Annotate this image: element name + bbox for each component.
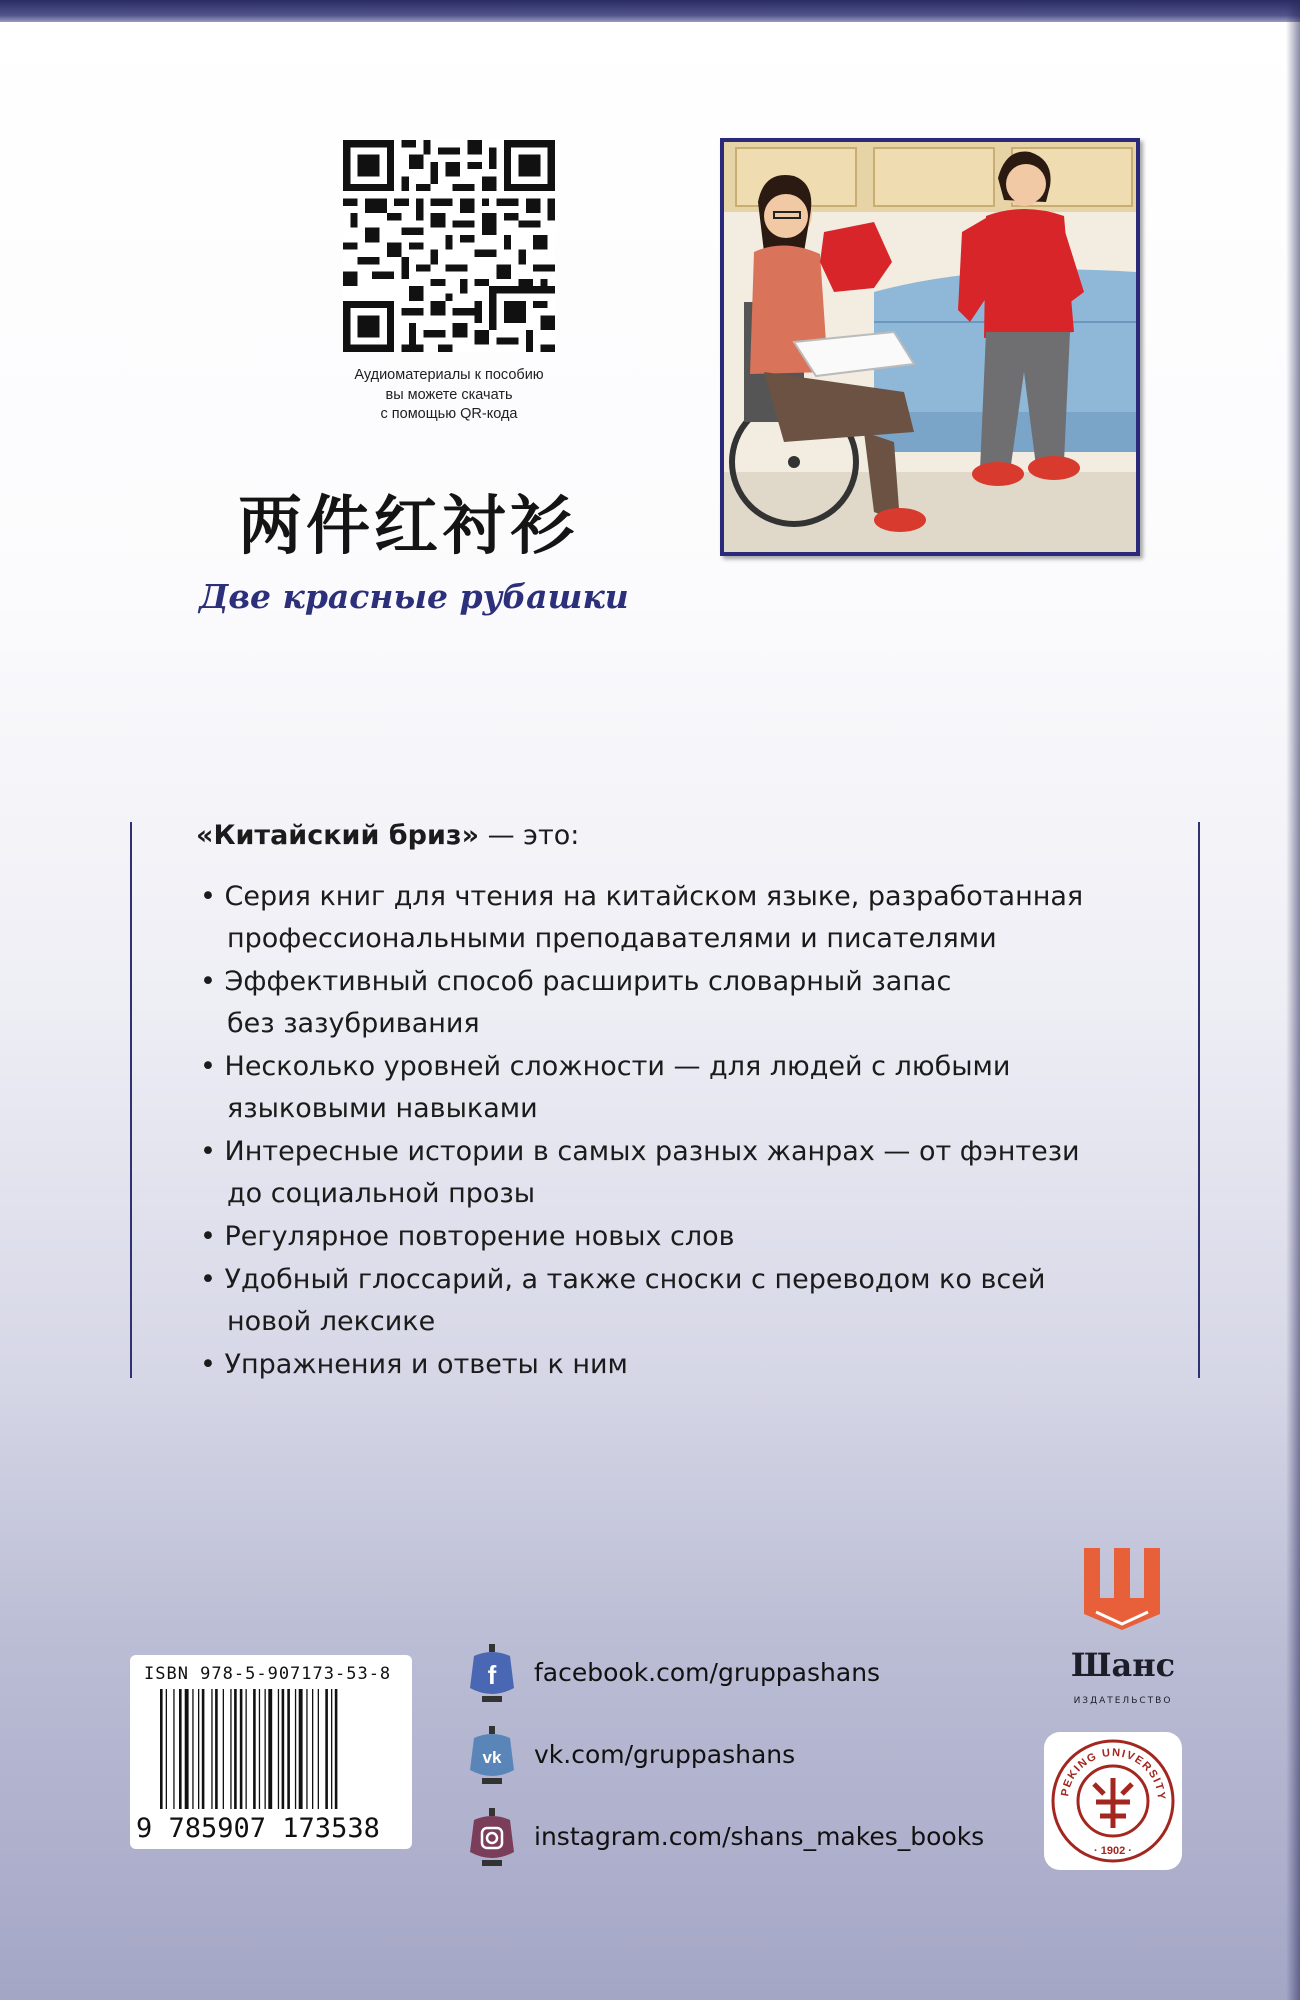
- facebook-icon: [464, 1644, 520, 1706]
- feature-item: [200, 1046, 1170, 1130]
- qr-caption: [318, 366, 580, 425]
- barcode-bars: [160, 1689, 386, 1817]
- feature-item: [200, 1131, 1170, 1215]
- feature-line: • Удобный глоссарий, а также сноски с переводом ко всей: [200, 1264, 1045, 1295]
- publisher-name: Шанс: [1070, 1646, 1176, 1684]
- feature-list: [200, 876, 1170, 1387]
- feature-item: [200, 1216, 1170, 1258]
- title-chinese: 两件红衬衫: [238, 489, 578, 564]
- feature-line: • Эффективный способ расширить словарный запас: [200, 966, 951, 997]
- svg-text:vk: vk: [482, 1748, 502, 1767]
- feature-line: • Серия книг для чтения на китайском языке, разработанная: [200, 881, 1083, 912]
- series-intro-rest: — это:: [479, 820, 580, 851]
- barcode: [130, 1655, 412, 1849]
- qr-code: [343, 140, 555, 352]
- feature-line-cont: языковыми навыками: [227, 1093, 538, 1124]
- qr-caption-line: с помощью QR-кода: [380, 406, 518, 422]
- vk-icon: [464, 1726, 520, 1788]
- qr-caption-line: вы можете скачать: [385, 386, 513, 403]
- edge-shadow: [1286, 0, 1300, 2000]
- social-link-text[interactable]: instagram.com/shans_makes_books: [534, 1822, 985, 1851]
- feature-item: [200, 876, 1170, 960]
- publisher-subtitle: ИЗДАТЕЛЬСТВО: [1073, 1696, 1173, 1706]
- feature-line-cont: до социальной прозы: [227, 1178, 536, 1209]
- publisher-logo-icon: [1060, 1540, 1184, 1636]
- press-seal: [1044, 1732, 1182, 1870]
- barcode-number: 9 785907 173538: [136, 1813, 380, 1844]
- svg-text:f: f: [487, 1660, 497, 1690]
- svg-text:· 1902 ·: · 1902 ·: [1094, 1845, 1132, 1857]
- feature-line: • Регулярное повторение новых слов: [200, 1221, 735, 1252]
- feature-item: [200, 1259, 1170, 1343]
- svg-text:PEKING UNIVERSITY PRESS: PEKING UNIVERSITY: [1059, 1746, 1168, 1802]
- feature-item: [200, 961, 1170, 1045]
- series-intro: [196, 820, 579, 851]
- qr-caption-line: Аудиоматериалы к пособию: [354, 367, 544, 383]
- feature-line: • Упражнения и ответы к ним: [200, 1349, 628, 1380]
- press-seal-logo: [1044, 1732, 1182, 1870]
- social-link-text[interactable]: facebook.com/gruppashans: [534, 1658, 881, 1687]
- box-border-right: [1198, 822, 1200, 1378]
- title-russian: Две красные рубашки: [199, 577, 629, 616]
- feature-item: [200, 1344, 1170, 1386]
- feature-line-cont: профессиональными преподавателями и писателями: [227, 923, 997, 954]
- feature-line: • Несколько уровней сложности — для людей с любыми: [200, 1051, 1010, 1082]
- box-border-left: [130, 822, 132, 1378]
- cover-illustration: [720, 138, 1140, 556]
- series-name: «Китайский бриз»: [196, 820, 480, 851]
- feature-line-cont: без зазубривания: [227, 1008, 480, 1039]
- social-link-text[interactable]: vk.com/gruppashans: [534, 1740, 796, 1769]
- isbn-text: ISBN 978-5-907173-53-8: [144, 1664, 392, 1684]
- top-band: [0, 0, 1300, 22]
- feature-line-cont: новой лексике: [227, 1306, 436, 1337]
- instagram-icon: [464, 1808, 520, 1870]
- feature-line: • Интересные истории в самых разных жанрах — от фэнтези: [200, 1136, 1080, 1167]
